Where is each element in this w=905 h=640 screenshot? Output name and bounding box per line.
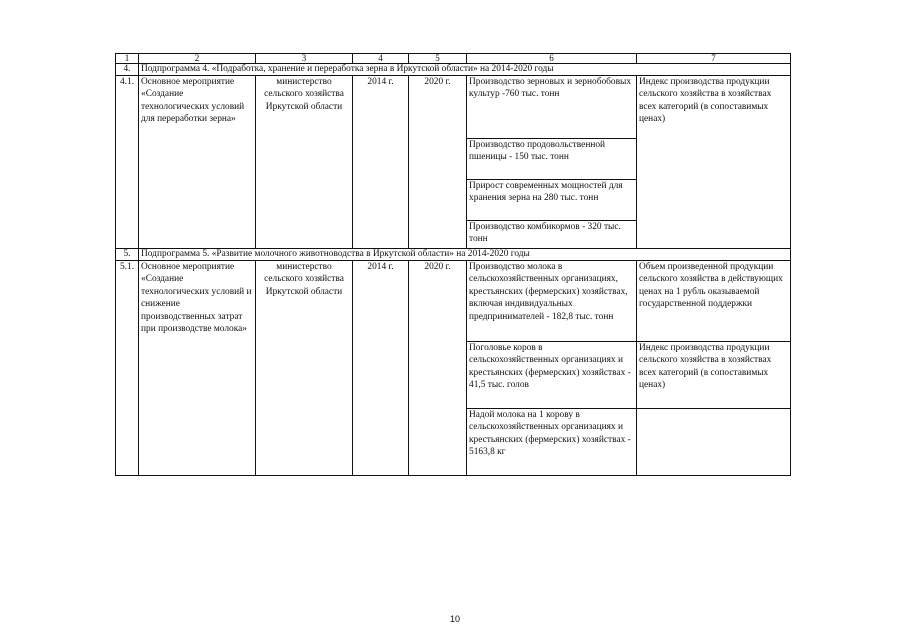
measure-4-1-executor: министерство сельского хозяйства Иркутской области bbox=[256, 76, 353, 249]
program-table bbox=[115, 53, 791, 476]
measure-5-1-description: Основное мероприятие «Создание технологических условий и снижение производственных затрат при производстве молока» bbox=[139, 261, 256, 476]
header-cell-4: 4 bbox=[353, 54, 409, 64]
measure-4-1-result-4: Производство комбикормов - 320 тыс. тонн bbox=[467, 221, 637, 249]
measure-4-1-indicator: Индекс производства продукции сельского хозяйства в хозяйствах всех категорий (в сопоставимых ценах) bbox=[637, 76, 791, 249]
header-cell-5: 5 bbox=[409, 54, 467, 64]
measure-5-1-result-1: Производство молока в сельскохозяйственных организациях, крестьянских (фермерских) хозяйствах, включая индивидуальных предпринимателей - 182,8 тыс. тонн bbox=[467, 261, 637, 342]
header-cell-6: 6 bbox=[467, 54, 637, 64]
measure-4-1-start: 2014 г. bbox=[353, 76, 409, 249]
header-cell-2: 2 bbox=[139, 54, 256, 64]
subprogram-4-title: Подпрограмма 4. «Подработка, хранение и переработка зерна в Иркутской области» на 2014-2020 годы bbox=[139, 64, 791, 76]
measure-4-1-number: 4.1. bbox=[116, 76, 139, 249]
measure-4-1-result-1: Производство зерновых и зернобобовых культур -760 тыс. тонн bbox=[467, 76, 637, 139]
page-number: 10 bbox=[449, 614, 460, 624]
measure-5-1-indicator-3 bbox=[637, 409, 791, 476]
measure-5-1-executor: министерство сельского хозяйства Иркутской области bbox=[256, 261, 353, 476]
measure-5-1-result-3: Надой молока на 1 корову в сельскохозяйственных организациях и крестьянских (фермерских) хозяйствах - 5163,8 кг bbox=[467, 409, 637, 476]
header-cell-1: 1 bbox=[116, 54, 139, 64]
subprogram-4-row bbox=[116, 64, 791, 76]
measure-4-1-end: 2020 г. bbox=[409, 76, 467, 249]
subprogram-5-title: Подпрограмма 5. «Развитие молочного животноводства в Иркутской области» на 2014-2020 годы bbox=[139, 249, 791, 261]
measure-4-1-result-3: Прирост современных мощностей для хранения зерна на 280 тыс. тонн bbox=[467, 180, 637, 221]
subprogram-4-number: 4. bbox=[116, 64, 139, 76]
measure-5-1-result-2: Поголовье коров в сельскохозяйственных организациях и крестьянских (фермерских) хозяйствах - 41,5 тыс. голов bbox=[467, 342, 637, 409]
measure-5-1-indicator-2: Индекс производства продукции сельского хозяйства в хозяйствах всех категорий (в сопоставимых ценах) bbox=[637, 342, 791, 409]
subprogram-5-row bbox=[116, 249, 791, 261]
measure-5-1-number: 5.1. bbox=[116, 261, 139, 476]
measure-4-1-result-2: Производство продовольственной пшеницы - 150 тыс. тонн bbox=[467, 139, 637, 180]
measure-5-1-row bbox=[116, 261, 791, 342]
subprogram-5-number: 5. bbox=[116, 249, 139, 261]
header-cell-7: 7 bbox=[637, 54, 791, 64]
measure-4-1-row bbox=[116, 76, 791, 139]
measure-5-1-indicator-1: Объем произведенной продукции сельского хозяйства в действующих ценах на 1 рубль оказываемой государственной поддержки bbox=[637, 261, 791, 342]
header-cell-3: 3 bbox=[256, 54, 353, 64]
measure-5-1-start: 2014 г. bbox=[353, 261, 409, 476]
measure-4-1-description: Основное мероприятие «Создание технологических условий для переработки зерна» bbox=[139, 76, 256, 249]
header-row bbox=[116, 54, 791, 64]
measure-5-1-end: 2020 г. bbox=[409, 261, 467, 476]
